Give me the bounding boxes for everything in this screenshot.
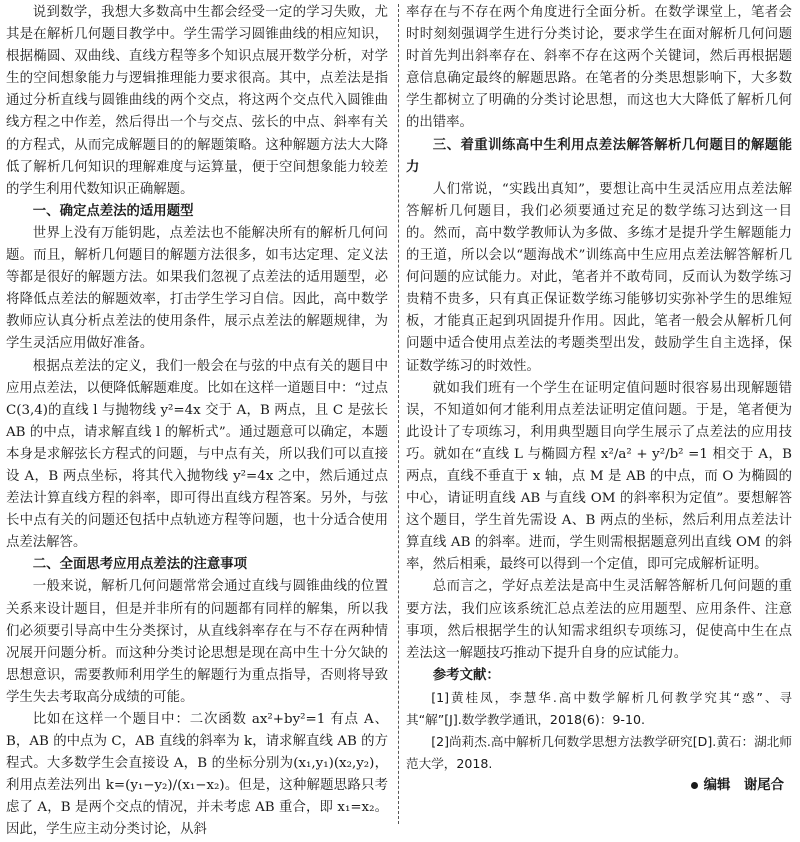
reference-item: [1]黄桂凤，李慧华.高中数学解析几何教学究其“惑”、寻其“解”[J].数学教学通讯，2018(6)：9-10. — [406, 689, 792, 727]
section-heading-3: 三、着重训练高中生利用点差法解答解析几何题目的解题能力 — [406, 137, 792, 175]
paragraph: 总而言之，学好点差法是高中生灵活解答解析几何问题的重要方法，我们应该系统汇总点差法的应用题型、应用条件、注意事项，然后根据学生的认知需求组织专项练习，促使高中生在点差法这一解题技巧推动下提升自身的应试能力。 — [406, 579, 792, 661]
editor-name: 编辑 谢尾合 — [703, 778, 784, 794]
paragraph: 根据点差法的定义，我们一般会在与弦的中点有关的题目中应用点差法，以便降低解题难度。比如在这样一道题目中：“过点C(3,4)的直线 l 与抛物线 y²=4x 交于 A，B 两点，且 C 是弦长 AB 的中点，请求解直线 l 的解析式”。通过题意可以确定，本题本身是求解弦长方程式的问题，与中点有关，所以我们可以直接设 A，B 两点坐标，将其代入抛物线 y²=4x 之中，然后通过点差法计算直线方程的斜率，即可得出直线方程答案。另外，与弦长中点有关的问题还包括中点轨迹方程等问题，也十分适合使用点差法解答。 — [6, 358, 388, 551]
bullet-icon — [691, 782, 698, 789]
intro-paragraph: 说到数学，我想大多数高中生都会经受一定的学习失败，尤其是在解析几何题目教学中。学生需学习圆锥曲线的相应知识，根据椭圆、双曲线、直线方程等多个知识点展开数学分析，对学生的空间想象能力与逻辑推理能力要求很高。其中，点差法是指通过分析直线与圆锥曲线的两个交点，将这两个交点代入圆锥曲线方程之中作差，然后得出一个与交点、弦长的中点、斜率有关的方程式，从而完成解题目的的解题策略。这种解题方法大大降低了解析几何知识的理解难度与运算量，便于空间想象能力较差的学生利用代数知识正确解题。 — [6, 5, 388, 197]
editor-credit — [406, 775, 792, 797]
paragraph: 世界上没有万能钥匙，点差法也不能解决所有的解析几何问题。而且，解析几何题目的解题方法很多，如韦达定理、定义法等都是很好的解题方法。如果我们忽视了点差法的适用题型，必将降低点差法的解题效率，打击学生学习自信。因此，高中数学教师应认真分析点差法的使用条件，展示点差法的解题规律，为学生灵活应用做好准备。 — [6, 225, 388, 352]
section-heading-1: 一、确定点差法的适用题型 — [32, 203, 194, 219]
column-divider — [398, 4, 399, 824]
paragraph: 就如我们班有一个学生在证明定值问题时很容易出现解题错误，不知道如何才能利用点差法证明定值问题。于是，笔者便为此设计了专项练习，利用典型题目向学生展示了点差法的应用技巧。就如在“直线 L 与椭圆方程 x²/a² + y²/b² =1 相交于 A，B 两点，直线不垂直于 x 轴，点 M 是 AB 的中点，而 O 为椭圆的中心，请证明直线 AB 与直线 OM 的斜率积为定值”。要想解答这个题目，学生首先需设 A、B 两点的坐标，然后利用点差法计算直线 AB 的斜率。进而，学生则需根据题意列出直线 OM 的斜率，然后相乘，最终可以得到一个定值，即可完成解析证明。 — [406, 380, 792, 573]
paragraph: 比如在这样一个题目中：二次函数 ax²+by²=1 有点 A、B，AB 的中点为 C，AB 直线的斜率为 k，请求解直线 AB 的方程式。大多数学生会直接设 A，B 的坐标分别为(x₁,y₁)(x₂,y₂)，利用点差法列出 k=(y₁−y₂)/(x₁−x₂)。但是，这种解题思路只考虑了 A，B 是两个交点的情况，并未考虑 AB 重合，即 x₁=x₂。因此，学生应主动分类讨论，从斜 — [6, 712, 388, 838]
paragraph: 一般来说，解析几何问题常常会通过直线与圆锥曲线的位置关系来设计题目，但是并非所有的问题都有同样的解集，所以我们必须要引导高中生分类探讨，从直线斜率存在与不存在两种情况展开问题分析。而这种分类讨论思想是现在高中生十分欠缺的思想意识，需要教师利用学生的解题行为重点指导，否则将导致学生失去考取高分成绩的可能。 — [6, 579, 388, 705]
paragraph-continued: 率存在与不存在两个角度进行全面分析。在数学课堂上，笔者会时时刻刻强调学生进行分类讨论，要求学生在面对解析几何问题时首先判出斜率存在、斜率不存在这两个关键词，然后再根据题意信息确定最终的解题思路。在笔者的分类思想影响下，大多数学生都树立了明确的分类讨论思想，而这也大大降低了解析几何的出错率。 — [406, 5, 792, 131]
paragraph: 人们常说，“实践出真知”，要想让高中生灵活应用点差法解答解析几何题目，我们必须要通过充足的数学练习达到这一目的。然而，高中数学教师认为多做、多练才是提升学生解题能力的王道，所以会以“题海战术”训练高中生应用点差法解答解析几何问题的应试能力。对此，笔者并不敢苟同，反而认为数学练习贵精不贵多，只有真正保证数学练习能够切实弥补学生的思维短板，才能真正起到巩固提升作用。因此，笔者一般会从解析几何问题中适合使用点差法的考题类型出发，鼓励学生自主选择，保证数学练习的时效性。 — [406, 181, 792, 374]
references-title: 参考文献： — [432, 667, 500, 683]
section-heading-2: 二、全面思考应用点差法的注意事项 — [32, 557, 248, 573]
left-column — [6, 2, 388, 842]
right-column — [406, 2, 792, 797]
reference-item: [2]尚莉杰.高中解析几何数学思想方法教学研究[D].黄石：湖北师范大学，2018. — [406, 734, 792, 772]
